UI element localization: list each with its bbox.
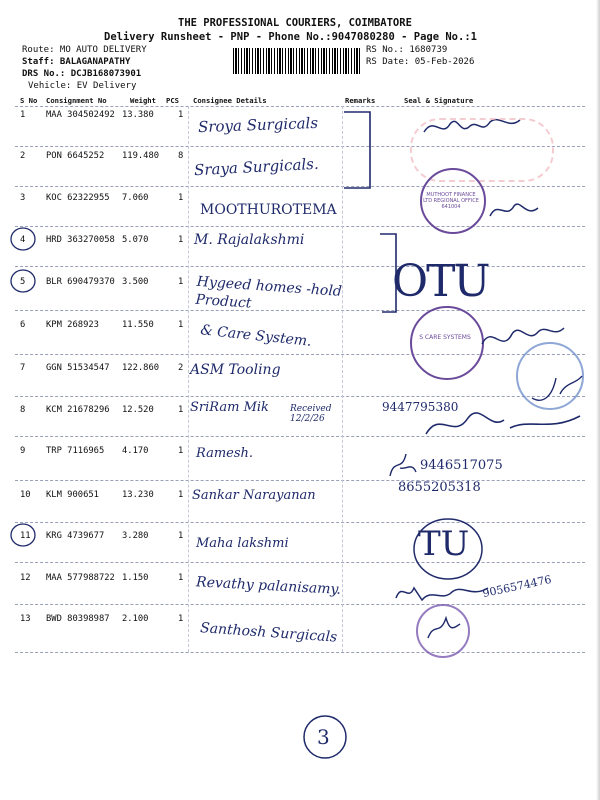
row-sno: 1 (20, 110, 26, 120)
handwritten-consignee: Hygeed homes -hold Product (194, 273, 343, 312)
row-pcs: 1 (178, 531, 184, 541)
col-seal: Seal & Signature (404, 96, 474, 105)
hand-circle-11 (8, 520, 38, 550)
handwritten-consignee: Sraya Surgicals. (193, 154, 320, 180)
handwritten-consignee: Sankar Narayanan (192, 488, 316, 503)
row-sno: 10 (20, 490, 31, 500)
col-weight: Weight (130, 96, 156, 105)
delivery-mark: OTU (392, 256, 489, 307)
row-weight: 13.380 (122, 110, 154, 120)
row-consignment-no: KLM 900651 (46, 490, 99, 500)
row-pcs: 1 (178, 446, 184, 456)
company-name: THE PROFESSIONAL COURIERS, COIMBATORE (178, 17, 412, 29)
row-pcs: 1 (178, 277, 184, 287)
row-sno: 3 (20, 193, 26, 203)
handwritten-consignee: Sroya Surgicals (197, 113, 319, 137)
scan-edge (596, 0, 600, 800)
row-sno: 13 (20, 614, 31, 624)
row-weight: 119.480 (122, 151, 160, 161)
row-pcs: 1 (178, 235, 184, 245)
row-consignment-no: PON 6645252 (46, 151, 105, 161)
row-consignment-no: KPM 268923 (46, 320, 99, 330)
barcode (233, 48, 360, 74)
row-consignment-no: MAA 304502492 (46, 110, 115, 120)
handwritten-consignee: Maha lakshmi (196, 536, 289, 551)
col-pcs: PCS (166, 96, 179, 105)
row-sno: 11 (20, 531, 31, 541)
row-weight: 4.170 (122, 446, 149, 456)
row-consignment-no: KRG 4739677 (46, 531, 105, 541)
phone-number: 8655205318 (398, 480, 481, 495)
row-weight: 3.500 (122, 277, 149, 287)
faint-stamp (410, 118, 554, 182)
handwritten-consignee: Revathy palanisamy. (195, 574, 342, 598)
handwritten-consignee: Ramesh. (196, 446, 254, 461)
row-weight: 11.550 (122, 320, 154, 330)
vehicle-label: Vehicle: EV Delivery (28, 81, 137, 91)
handwritten-consignee: ASM Tooling (190, 362, 281, 378)
handwritten-consignee: M. Rajalakshmi (194, 232, 305, 248)
signature (486, 196, 546, 226)
handwritten-consignee: MOOTHUROTEMA (200, 202, 337, 218)
row-pcs: 2 (178, 363, 184, 373)
row-consignment-no: TRP 7116965 (46, 446, 105, 456)
row-sno: 6 (20, 320, 26, 330)
route-label: Route: MO AUTO DELIVERY (22, 45, 147, 55)
row-consignment-no: HRD 363270058 (46, 235, 115, 245)
row-sno: 9 (20, 446, 26, 456)
col-consignee: Consignee Details (193, 96, 267, 105)
signature (384, 448, 420, 484)
row-sno: 2 (20, 151, 26, 161)
row-pcs: 1 (178, 110, 184, 120)
delivery-mark: TU (418, 524, 470, 564)
row-pcs: 8 (178, 151, 184, 161)
row-consignment-no: GGN 51534547 (46, 363, 110, 373)
row-weight: 122.860 (122, 363, 160, 373)
row-pcs: 1 (178, 614, 184, 624)
muthoot-stamp-text: MUTHOOT FINANCE LTD REGIONAL OFFICE 641004 (423, 192, 479, 210)
care-systems-stamp-text: S CARE SYSTEMS (419, 334, 471, 341)
row-pcs: 1 (178, 573, 184, 583)
col-remarks: Remarks (345, 96, 376, 105)
row-consignment-no: MAA 577988722 (46, 573, 115, 583)
hand-circle-5 (8, 266, 38, 296)
row-pcs: 1 (178, 320, 184, 330)
phone-number: 9447795380 (382, 400, 459, 414)
col-sno: S No (20, 96, 38, 105)
remarks-bracket (340, 108, 380, 194)
row-pcs: 1 (178, 193, 184, 203)
drs-number: DRS No.: DCJB168073901 (22, 69, 142, 79)
signature (420, 398, 590, 448)
row-pcs: 1 (178, 490, 184, 500)
row-sno: 8 (20, 405, 26, 415)
row-consignment-no: BWD 80398987 (46, 614, 110, 624)
phone-number: 9446517075 (420, 458, 503, 473)
row-weight: 7.060 (122, 193, 149, 203)
rs-number: RS No.: 1680739 (366, 45, 448, 55)
rs-date: RS Date: 05-Feb-2026 (366, 57, 475, 67)
handwritten-consignee: Santhosh Surgicals (199, 620, 338, 646)
row-weight: 2.100 (122, 614, 149, 624)
col-consignment: Consignment No (46, 96, 107, 105)
signature (424, 612, 464, 648)
phone-number: 9056574476 (481, 572, 553, 601)
handwritten-consignee: & Care System. (199, 322, 313, 350)
row-consignment-no: KCM 21678296 (46, 405, 110, 415)
hand-circle-4 (8, 224, 38, 254)
row-weight: 13.230 (122, 490, 154, 500)
row-sno: 12 (20, 573, 31, 583)
care-systems-stamp (410, 306, 484, 380)
row-sno: 5 (20, 277, 26, 287)
row-pcs: 1 (178, 405, 184, 415)
page-count: 3 (317, 725, 330, 749)
row-weight: 1.150 (122, 573, 149, 583)
row-weight: 5.070 (122, 235, 149, 245)
row-sno: 7 (20, 363, 26, 373)
row-sno: 4 (20, 235, 26, 245)
row-consignment-no: KOC 62322955 (46, 193, 110, 203)
handwritten-consignee: SriRam Mik (190, 400, 269, 415)
runsheet-title: Delivery Runsheet - PNP - Phone No.:9047080280 - Page No.:1 (104, 31, 477, 43)
received-note: Received 12/2/26 (290, 404, 332, 424)
row-weight: 3.280 (122, 531, 149, 541)
row-consignment-no: BLR 690479370 (46, 277, 115, 287)
staff-label: Staff: BALAGANAPATHY (22, 57, 131, 67)
row-weight: 12.520 (122, 405, 154, 415)
